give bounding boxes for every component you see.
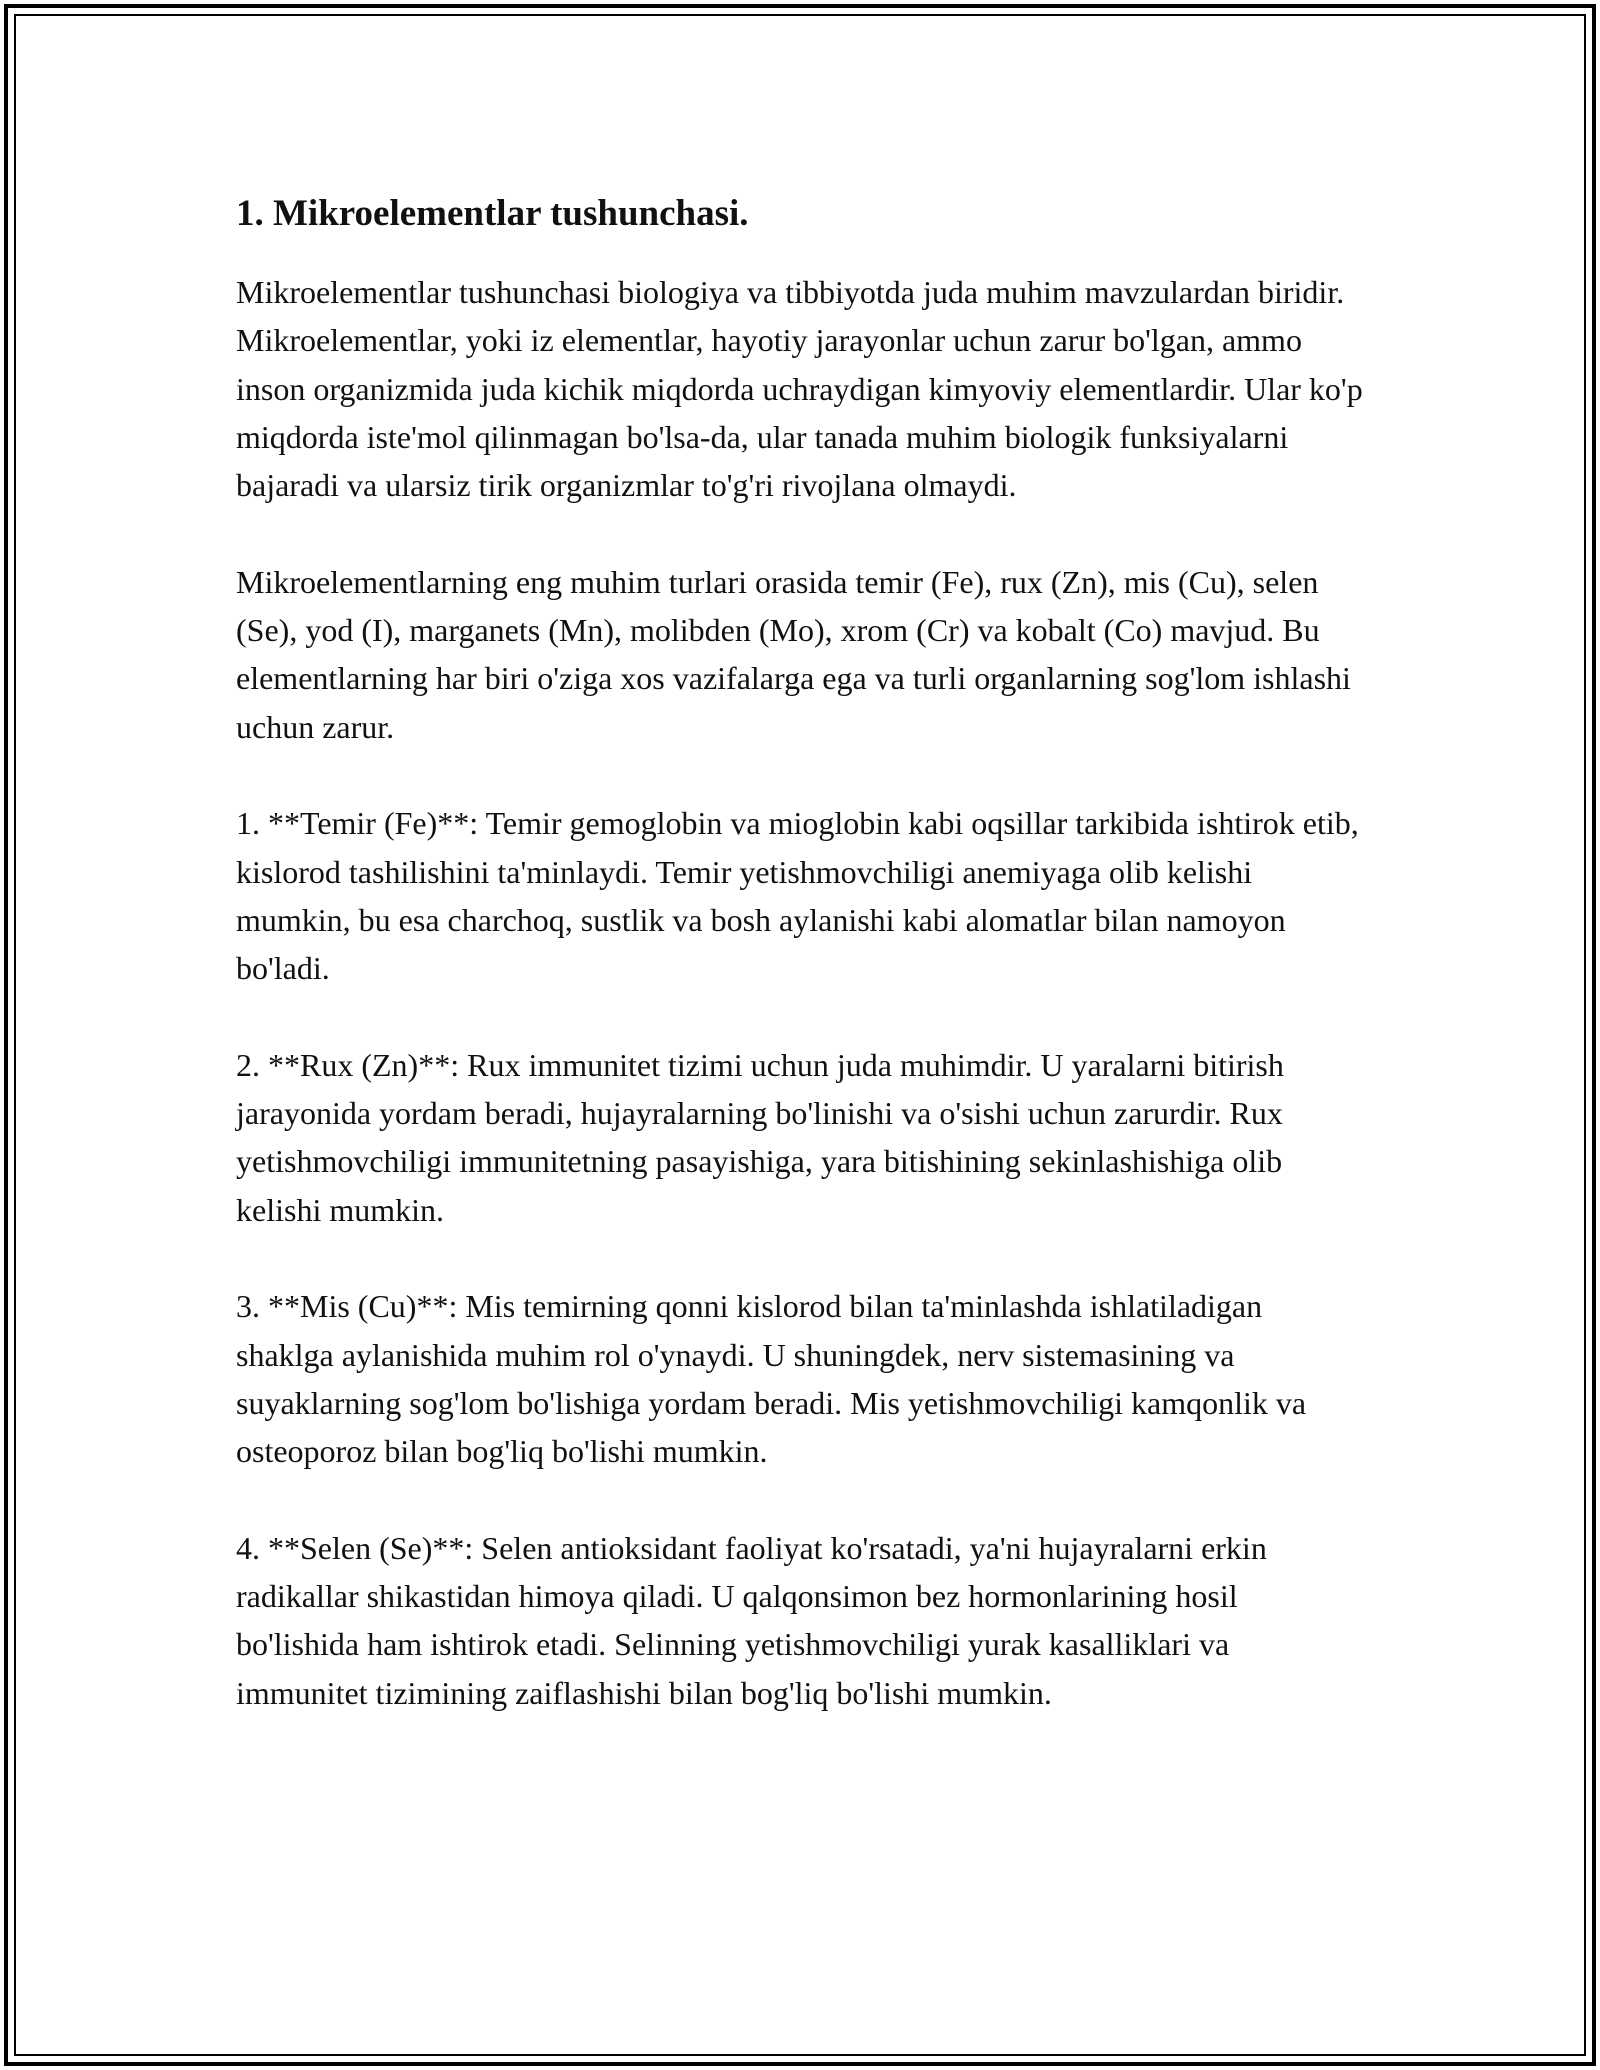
paragraph-intro: Mikroelementlar tushunchasi biologiya va tibbiyotda juda muhim mavzulardan biridir. Mikroelementlar, yoki iz elementlar, hayotiy jarayonlar uchun zarur bo'lgan, ammo inson organizmida juda kichik miqdorda uchraydigan kimyoviy elementlardir. Ular ko'p miqdorda iste'mol qilinmagan bo'lsa-da, ular tanada muhim biologik funksiyalarni bajaradi va ularsiz tirik organizmlar to'g'ri rivojlana olmaydi. [236,274,1363,504]
paragraph-types: Mikroelementlarning eng muhim turlari orasida temir (Fe), rux (Zn), mis (Cu), selen (Se), yod (I), marganets (Mn), molibden (Mo), xrom (Cr) va kobalt (Co) mavjud. Bu elementlarning har biri o'ziga xos vazifalarga ega va turli organlarning sog'lom ishlashi uchun zarur. [236,563,1351,745]
paragraph-iron: 1. **Temir (Fe)**: Temir gemoglobin va mioglobin kabi oqsillar tarkibida ishtirok etib, kislorod tashilishini ta'minlaydi. Temir yetishmovchiligi anemiyaga olib kelishi mumkin, bu esa charchoq, sustlik va bosh aylanishi kabi alomatlar bilan namoyon bo'ladi. [236,805,1359,987]
document-title: 1. Mikroelementlar tushunchasi. [236,193,749,234]
paragraph-copper: 3. **Mis (Cu)**: Mis temirning qonni kislorod bilan ta'minlashda ishlatiladigan shaklga aylanishida muhim rol o'ynaydi. U shuningdek, nerv sistemasining va suyaklarning sog'lom bo'lishiga yordam beradi. Mis yetishmovchiligi kamqonlik va osteoporoz bilan bog'liq bo'lishi mumkin. [236,1288,1307,1470]
paragraph-selenium: 4. **Selen (Se)**: Selen antioksidant faoliyat ko'rsatadi, ya'ni hujayralarni erkin radikallar shikastidan himoya qiladi. U qalqonsimon bez hormonlarining hosil bo'lishida ham ishtirok etadi. Selinning yetishmovchiligi yurak kasalliklari va immunitet tizimining zaiflashishi bilan bog'liq bo'lishi mumkin. [236,1529,1267,1711]
document-body [236,186,1366,1765]
paragraph-zinc: 2. **Rux (Zn)**: Rux immunitet tizimi uchun juda muhimdir. U yaralarni bitirish jarayonida yordam beradi, hujayralarning bo'linishi va o'sishi uchun zarurdir. Rux yetishmovchiligi immunitetning pasayishiga, yara bitishining sekinlashishiga olib kelishi mumkin. [236,1046,1284,1228]
